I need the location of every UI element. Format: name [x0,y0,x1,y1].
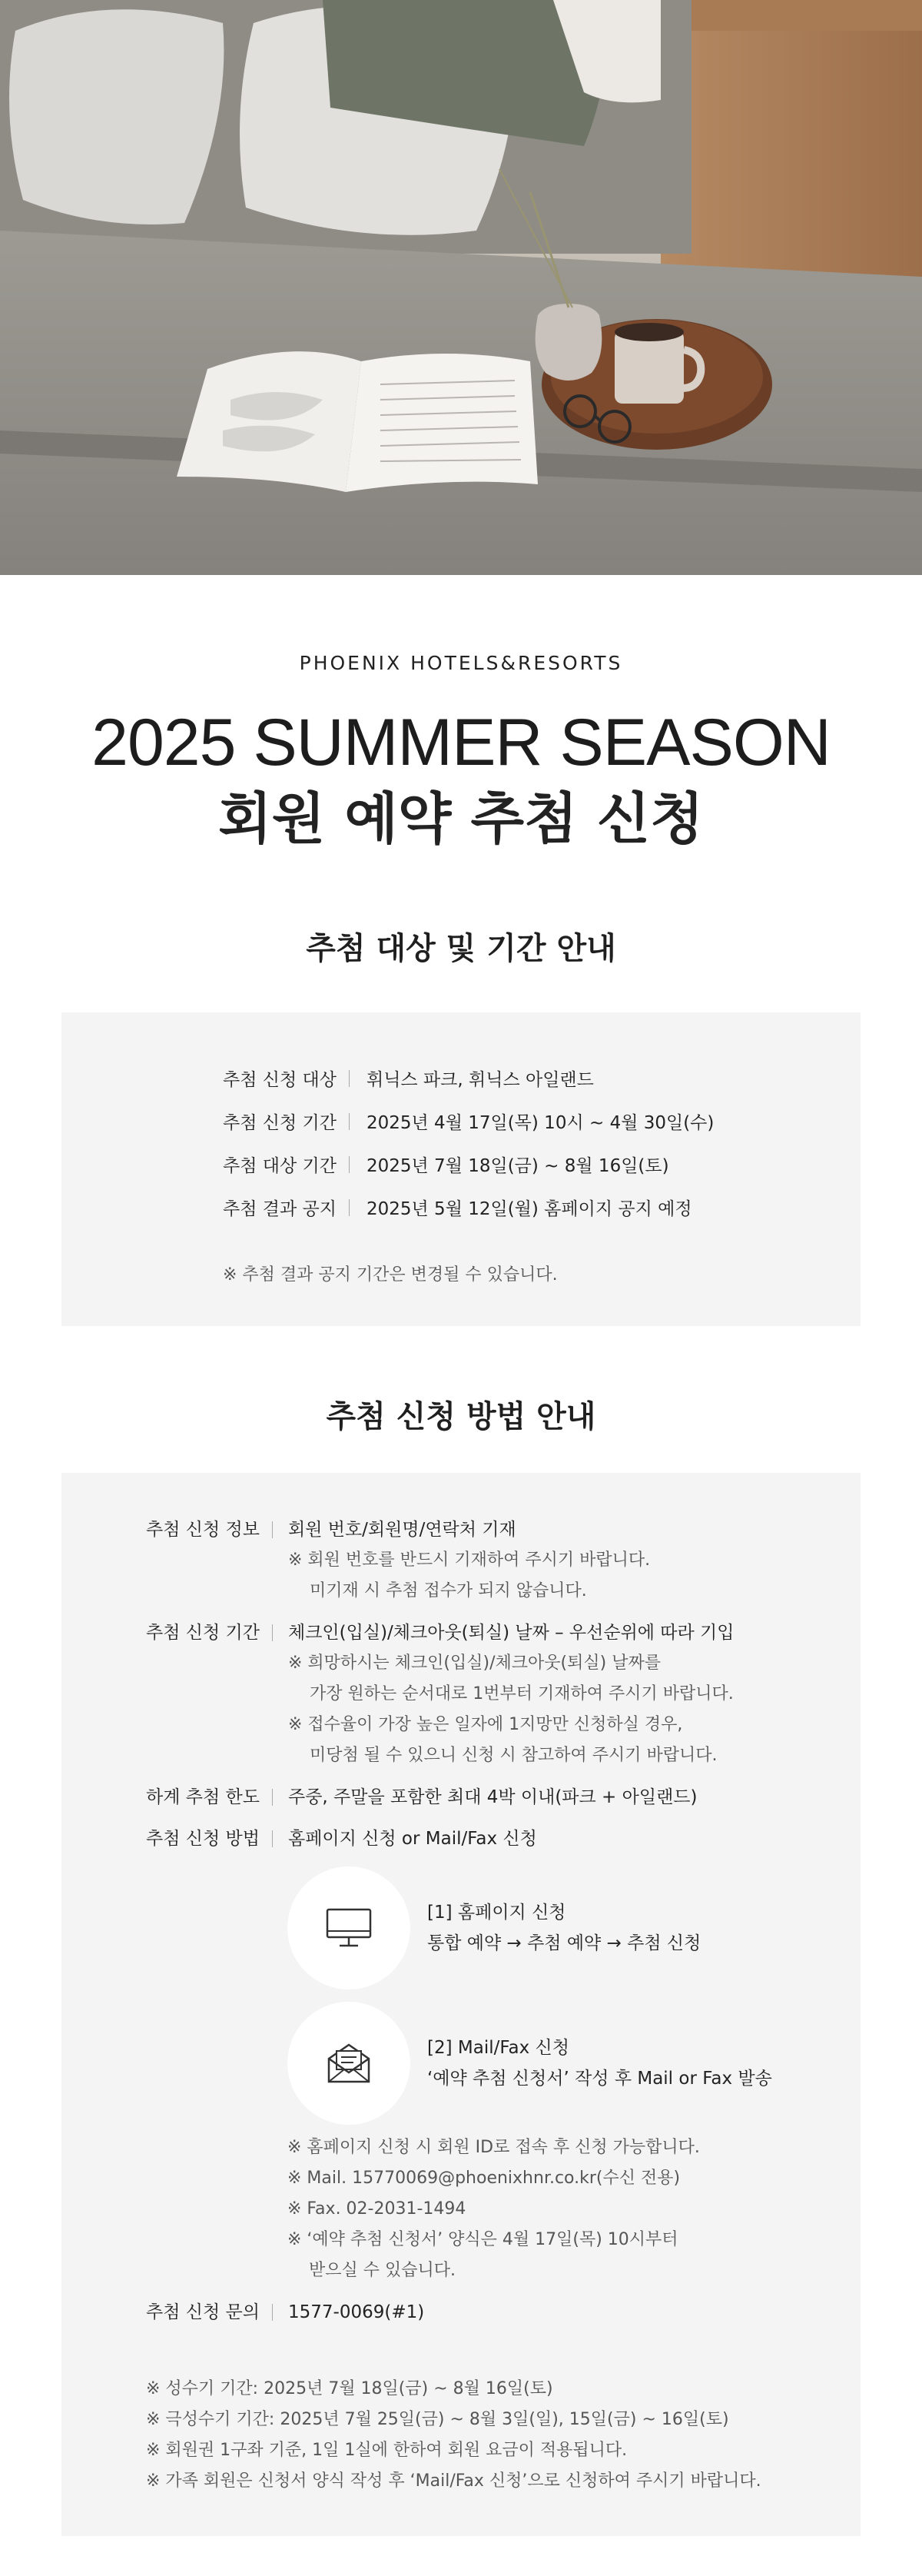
divider [349,1113,350,1130]
target-period-box [61,1012,861,1326]
page-title-en: 2025 SUMMER SEASON [91,706,831,779]
footnote: ※ 성수기 기간: 2025년 7월 18일(금) ~ 8월 16일(토) [146,2378,553,2398]
contact-phone: 1577-0069(#1) [288,2302,425,2322]
method-box [61,1473,861,2536]
note-text: ※ ‘예약 추첨 신청서’ 양식은 4월 17일(목) 10시부터 [287,2229,678,2249]
info-label: 추첨 신청 방법 [146,1828,260,1849]
method-notes [287,2132,861,2286]
info-value: 주중, 주말을 포함한 최대 4박 이내(파크 + 아일랜드) [288,1787,698,1807]
section-title-method: 추첨 신청 방법 안내 [326,1398,596,1434]
hotel-room-illustration [0,0,922,575]
footnote: ※ 가족 회원은 신청서 양식 작성 후 ‘Mail/Fax 신청’으로 신청하여 주시기 바랍니다. [146,2471,761,2491]
hero-photo [0,0,922,575]
info-row [146,2297,861,2328]
info-value: 체크인(입실)/체크아웃(퇴실) 날짜 – 우선순위에 따라 기입 [288,1622,735,1643]
info-row [146,1617,861,1771]
method-title: [2] Mail/Fax 신청 [427,2037,569,2058]
method-mail-fax [287,2002,861,2125]
note-text: ※ 희망하시는 체크인(입실)/체크아웃(퇴실) 날짜를 [288,1653,661,1673]
divider [272,1521,273,1538]
result-notice-note: ※ 추첨 결과 공지 기간은 변경될 수 있습니다. [223,1265,558,1285]
note-text: 미기재 시 추첨 접수가 되지 않습니다. [310,1581,587,1600]
info-label: 추첨 대상 기간 [223,1156,337,1177]
info-row [146,1782,861,1813]
info-label: 추첨 신청 대상 [223,1070,337,1091]
footnote: ※ 극성수기 기간: 2025년 7월 25일(금) ~ 8월 3일(일), 15일(금) ~ 16일(토) [146,2409,729,2429]
info-label: 추첨 신청 문의 [146,2302,260,2322]
info-value: 2025년 5월 12일(월) 홈페이지 공지 예정 [366,1199,692,1220]
info-label: 추첨 결과 공지 [223,1199,337,1220]
fax-number-note: ※ Fax. 02-2031-1494 [287,2199,466,2219]
divider [272,2304,273,2321]
info-value: 2025년 4월 17일(목) 10시 ~ 4월 30일(수) [366,1113,715,1134]
section-title-target-period: 추첨 대상 및 기간 안내 [306,930,616,966]
method-title: [1] 홈페이지 신청 [427,1902,566,1923]
info-label: 추첨 신청 정보 [146,1519,260,1540]
page-title-ko: 회원 예약 추첨 신청 [218,786,704,851]
footnotes [146,2374,861,2497]
note-text: ※ 홈페이지 신청 시 회원 ID로 접속 후 신청 가능합니다. [287,2137,700,2157]
divider [272,1624,273,1641]
mail-icon [287,2002,410,2125]
info-row [223,1100,861,1143]
method-desc: ‘예약 추첨 신청서’ 작성 후 Mail or Fax 발송 [427,2068,772,2089]
note-text: 받으실 수 있습니다. [309,2260,456,2280]
info-row [146,1514,861,1607]
info-row [146,1823,861,1854]
divider [349,1070,350,1087]
info-row [223,1186,861,1229]
footnote: ※ 회원권 1구좌 기준, 1일 1실에 한하여 회원 요금이 적용됩니다. [146,2440,628,2460]
note-text: ※ 접수율이 가장 높은 일자에 1지망만 신청하실 경우, [288,1714,683,1734]
brand-name: PHOENIX HOTELS&RESORTS [299,652,623,674]
info-row [223,1143,861,1186]
divider [272,1789,273,1806]
method-homepage [287,1866,861,1989]
note-text: 미당첨 될 수 있으니 신청 시 참고하여 주시기 바랍니다. [310,1745,718,1765]
info-value: 휘닉스 파크, 휘닉스 아일랜드 [366,1070,594,1091]
info-label: 추첨 신청 기간 [146,1622,260,1643]
info-label: 하계 추첨 한도 [146,1787,260,1807]
divider [349,1199,350,1216]
note-text: ※ 회원 번호를 반드시 기재하여 주시기 바랍니다. [288,1550,651,1570]
monitor-icon [287,1866,410,1989]
info-value: 홈페이지 신청 or Mail/Fax 신청 [288,1828,537,1849]
info-value: 회원 번호/회원명/연락처 기재 [288,1519,516,1540]
method-desc: 통합 예약 → 추첨 예약 → 추첨 신청 [427,1933,701,1953]
note-text: 가장 원하는 순서대로 1번부터 기재하여 주시기 바랍니다. [310,1684,734,1703]
info-value: 2025년 7월 18일(금) ~ 8월 16일(토) [366,1156,669,1177]
divider [272,1830,273,1847]
divider [349,1156,350,1173]
info-label: 추첨 신청 기간 [223,1113,337,1134]
info-row [223,1057,861,1100]
mail-address-note: ※ Mail. 15770069@phoenixhnr.co.kr(수신 전용) [287,2168,681,2188]
